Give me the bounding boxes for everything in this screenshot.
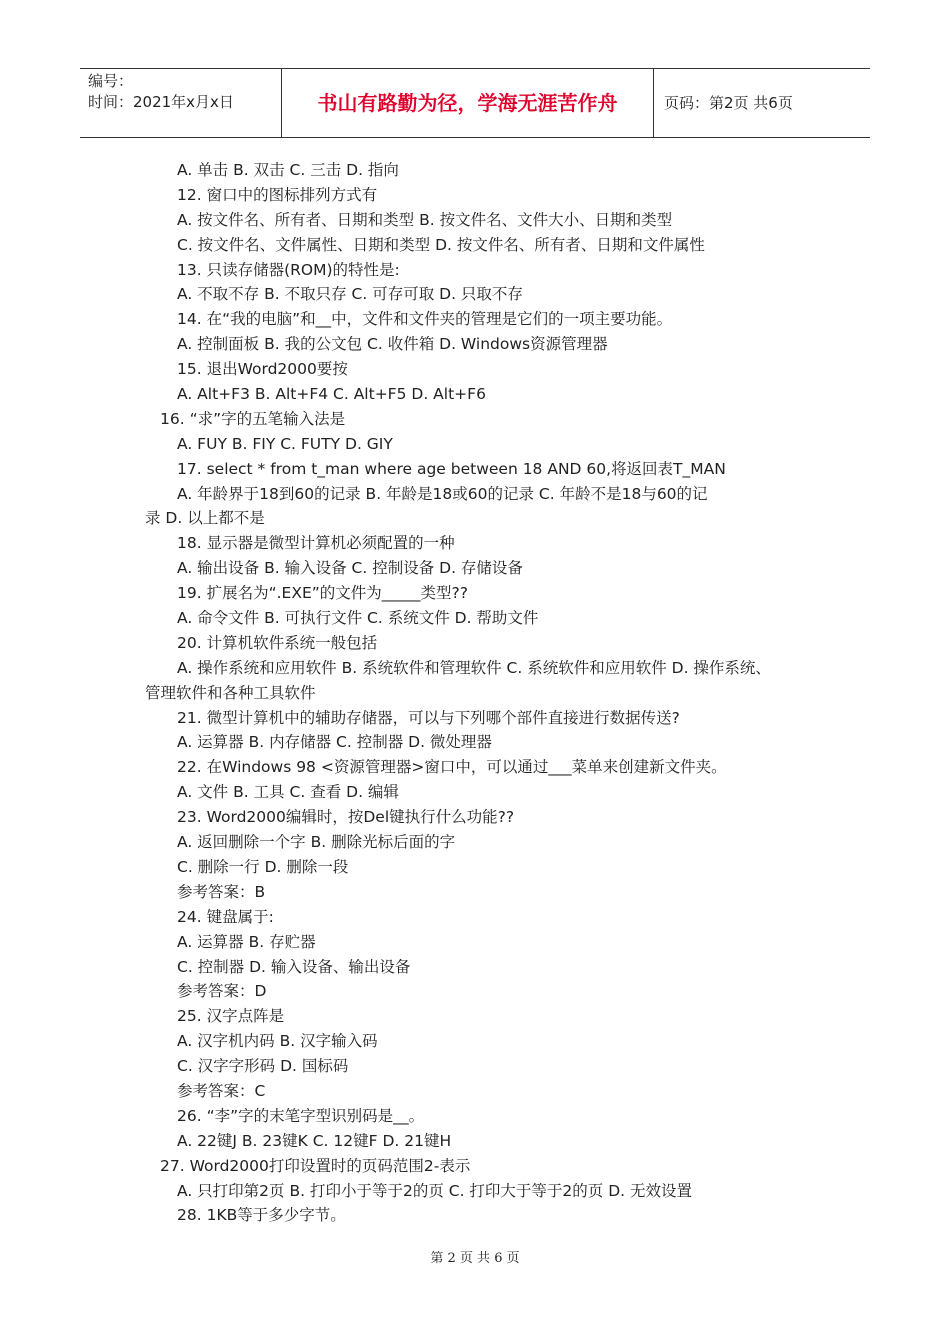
text-line: A. 命令文件 B. 可执行文件 C. 系统文件 D. 帮助文件 bbox=[177, 609, 539, 628]
text-line: C. 控制器 D. 输入设备、输出设备 bbox=[177, 957, 411, 976]
text-line: A. 不取不存 B. 不取只存 C. 可存可取 D. 只取不存 bbox=[177, 285, 523, 304]
text-line: 15. 退出Word2000要按 bbox=[177, 360, 348, 379]
text-line: 23. Word2000编辑时，按Del键执行什么功能?? bbox=[177, 808, 515, 827]
text-line: A. 运算器 B. 存贮器 bbox=[177, 932, 316, 951]
text-line: 参考答案：D bbox=[177, 982, 267, 1001]
header-page-info: 页码：第2页 共6页 bbox=[664, 94, 793, 112]
question-body bbox=[145, 158, 825, 1228]
text-line: 17. select * from t_man where age between 18 AND 60,将返回表T_MAN bbox=[177, 459, 726, 478]
text-line: 24. 键盘属于: bbox=[177, 907, 274, 926]
text-line: A. 运算器 B. 内存储器 C. 控制器 D. 微处理器 bbox=[177, 733, 492, 752]
text-line: 27. Word2000打印设置时的页码范围2-表示 bbox=[160, 1156, 471, 1175]
text-line: A. 单击 B. 双击 C. 三击 D. 指向 bbox=[177, 161, 399, 179]
text-line: 21. 微型计算机中的辅助存储器，可以与下列哪个部件直接进行数据传送? bbox=[177, 708, 680, 727]
text-line: A. FUY B. FIY C. FUTY D. GIY bbox=[177, 434, 393, 453]
text-line: 25. 汉字点阵是 bbox=[177, 1007, 285, 1026]
text-line: 18. 显示器是微型计算机必须配置的一种 bbox=[177, 534, 455, 553]
text-line: 16. “求”字的五笔输入法是 bbox=[160, 409, 346, 428]
text-line: C. 汉字字形码 D. 国标码 bbox=[177, 1057, 349, 1076]
text-line: 录 D. 以上都不是 bbox=[145, 509, 265, 528]
text-line: 26. “李”字的末笔字型识别码是__。 bbox=[177, 1106, 425, 1125]
text-line: C. 按文件名、文件属性、日期和类型 D. 按文件名、所有者、日期和文件属性 bbox=[177, 235, 705, 254]
text-line: 参考答案：C bbox=[177, 1081, 266, 1100]
text-line: 参考答案：B bbox=[177, 882, 266, 901]
text-line: A. 汉字机内码 B. 汉字输入码 bbox=[177, 1032, 378, 1051]
text-line: 28. 1KB等于多少字节。 bbox=[177, 1206, 346, 1225]
text-line: 20. 计算机软件系统一般包括 bbox=[177, 633, 378, 652]
document-date-label: 时间：2021年x月x日 bbox=[88, 93, 234, 111]
page-header bbox=[80, 68, 870, 138]
text-line: A. 年龄界于18到60的记录 B. 年龄是18或60的记录 C. 年龄不是18与60的记 bbox=[177, 484, 708, 503]
text-line: A. Alt+F3 B. Alt+F4 C. Alt+F5 D. Alt+F6 bbox=[177, 385, 486, 404]
text-line: A. 返回删除一个字 B. 删除光标后面的字 bbox=[177, 833, 456, 852]
header-meta-cell bbox=[80, 69, 282, 137]
text-line: 12. 窗口中的图标排列方式有 bbox=[177, 185, 378, 204]
document-number-label: 编号： bbox=[88, 72, 134, 90]
text-line: A. 文件 B. 工具 C. 查看 D. 编辑 bbox=[177, 783, 399, 802]
text-line: A. 只打印第2页 B. 打印小于等于2的页 C. 打印大于等于2的页 D. 无效设置 bbox=[177, 1181, 693, 1200]
text-line: 19. 扩展名为“.EXE”的文件为_____类型?? bbox=[177, 584, 468, 603]
text-line: A. 控制面板 B. 我的公文包 C. 收件箱 D. Windows资源管理器 bbox=[177, 335, 608, 354]
text-line: 管理软件和各种工具软件 bbox=[145, 683, 316, 702]
page-footer: 第 2 页 共 6 页 bbox=[430, 1251, 520, 1266]
text-line: A. 操作系统和应用软件 B. 系统软件和管理软件 C. 系统软件和应用软件 D. 操作系统、 bbox=[177, 658, 771, 677]
text-line: 14. 在“我的电脑”和__中，文件和文件夹的管理是它们的一项主要功能。 bbox=[177, 310, 673, 329]
text-line: 22. 在Windows 98 <资源管理器>窗口中，可以通过___菜单来创建新文件夹。 bbox=[177, 758, 727, 777]
text-line: A. 按文件名、所有者、日期和类型 B. 按文件名、文件大小、日期和类型 bbox=[177, 210, 673, 229]
header-motto: 书山有路勤为径，学海无涯苦作舟 bbox=[282, 69, 654, 137]
text-line: C. 删除一行 D. 删除一段 bbox=[177, 857, 349, 876]
text-line: 13. 只读存储器(ROM)的特性是: bbox=[177, 260, 400, 279]
text-line: A. 输出设备 B. 输入设备 C. 控制设备 D. 存储设备 bbox=[177, 559, 523, 578]
text-line: A. 22键J B. 23键K C. 12键F D. 21键H bbox=[177, 1131, 452, 1150]
